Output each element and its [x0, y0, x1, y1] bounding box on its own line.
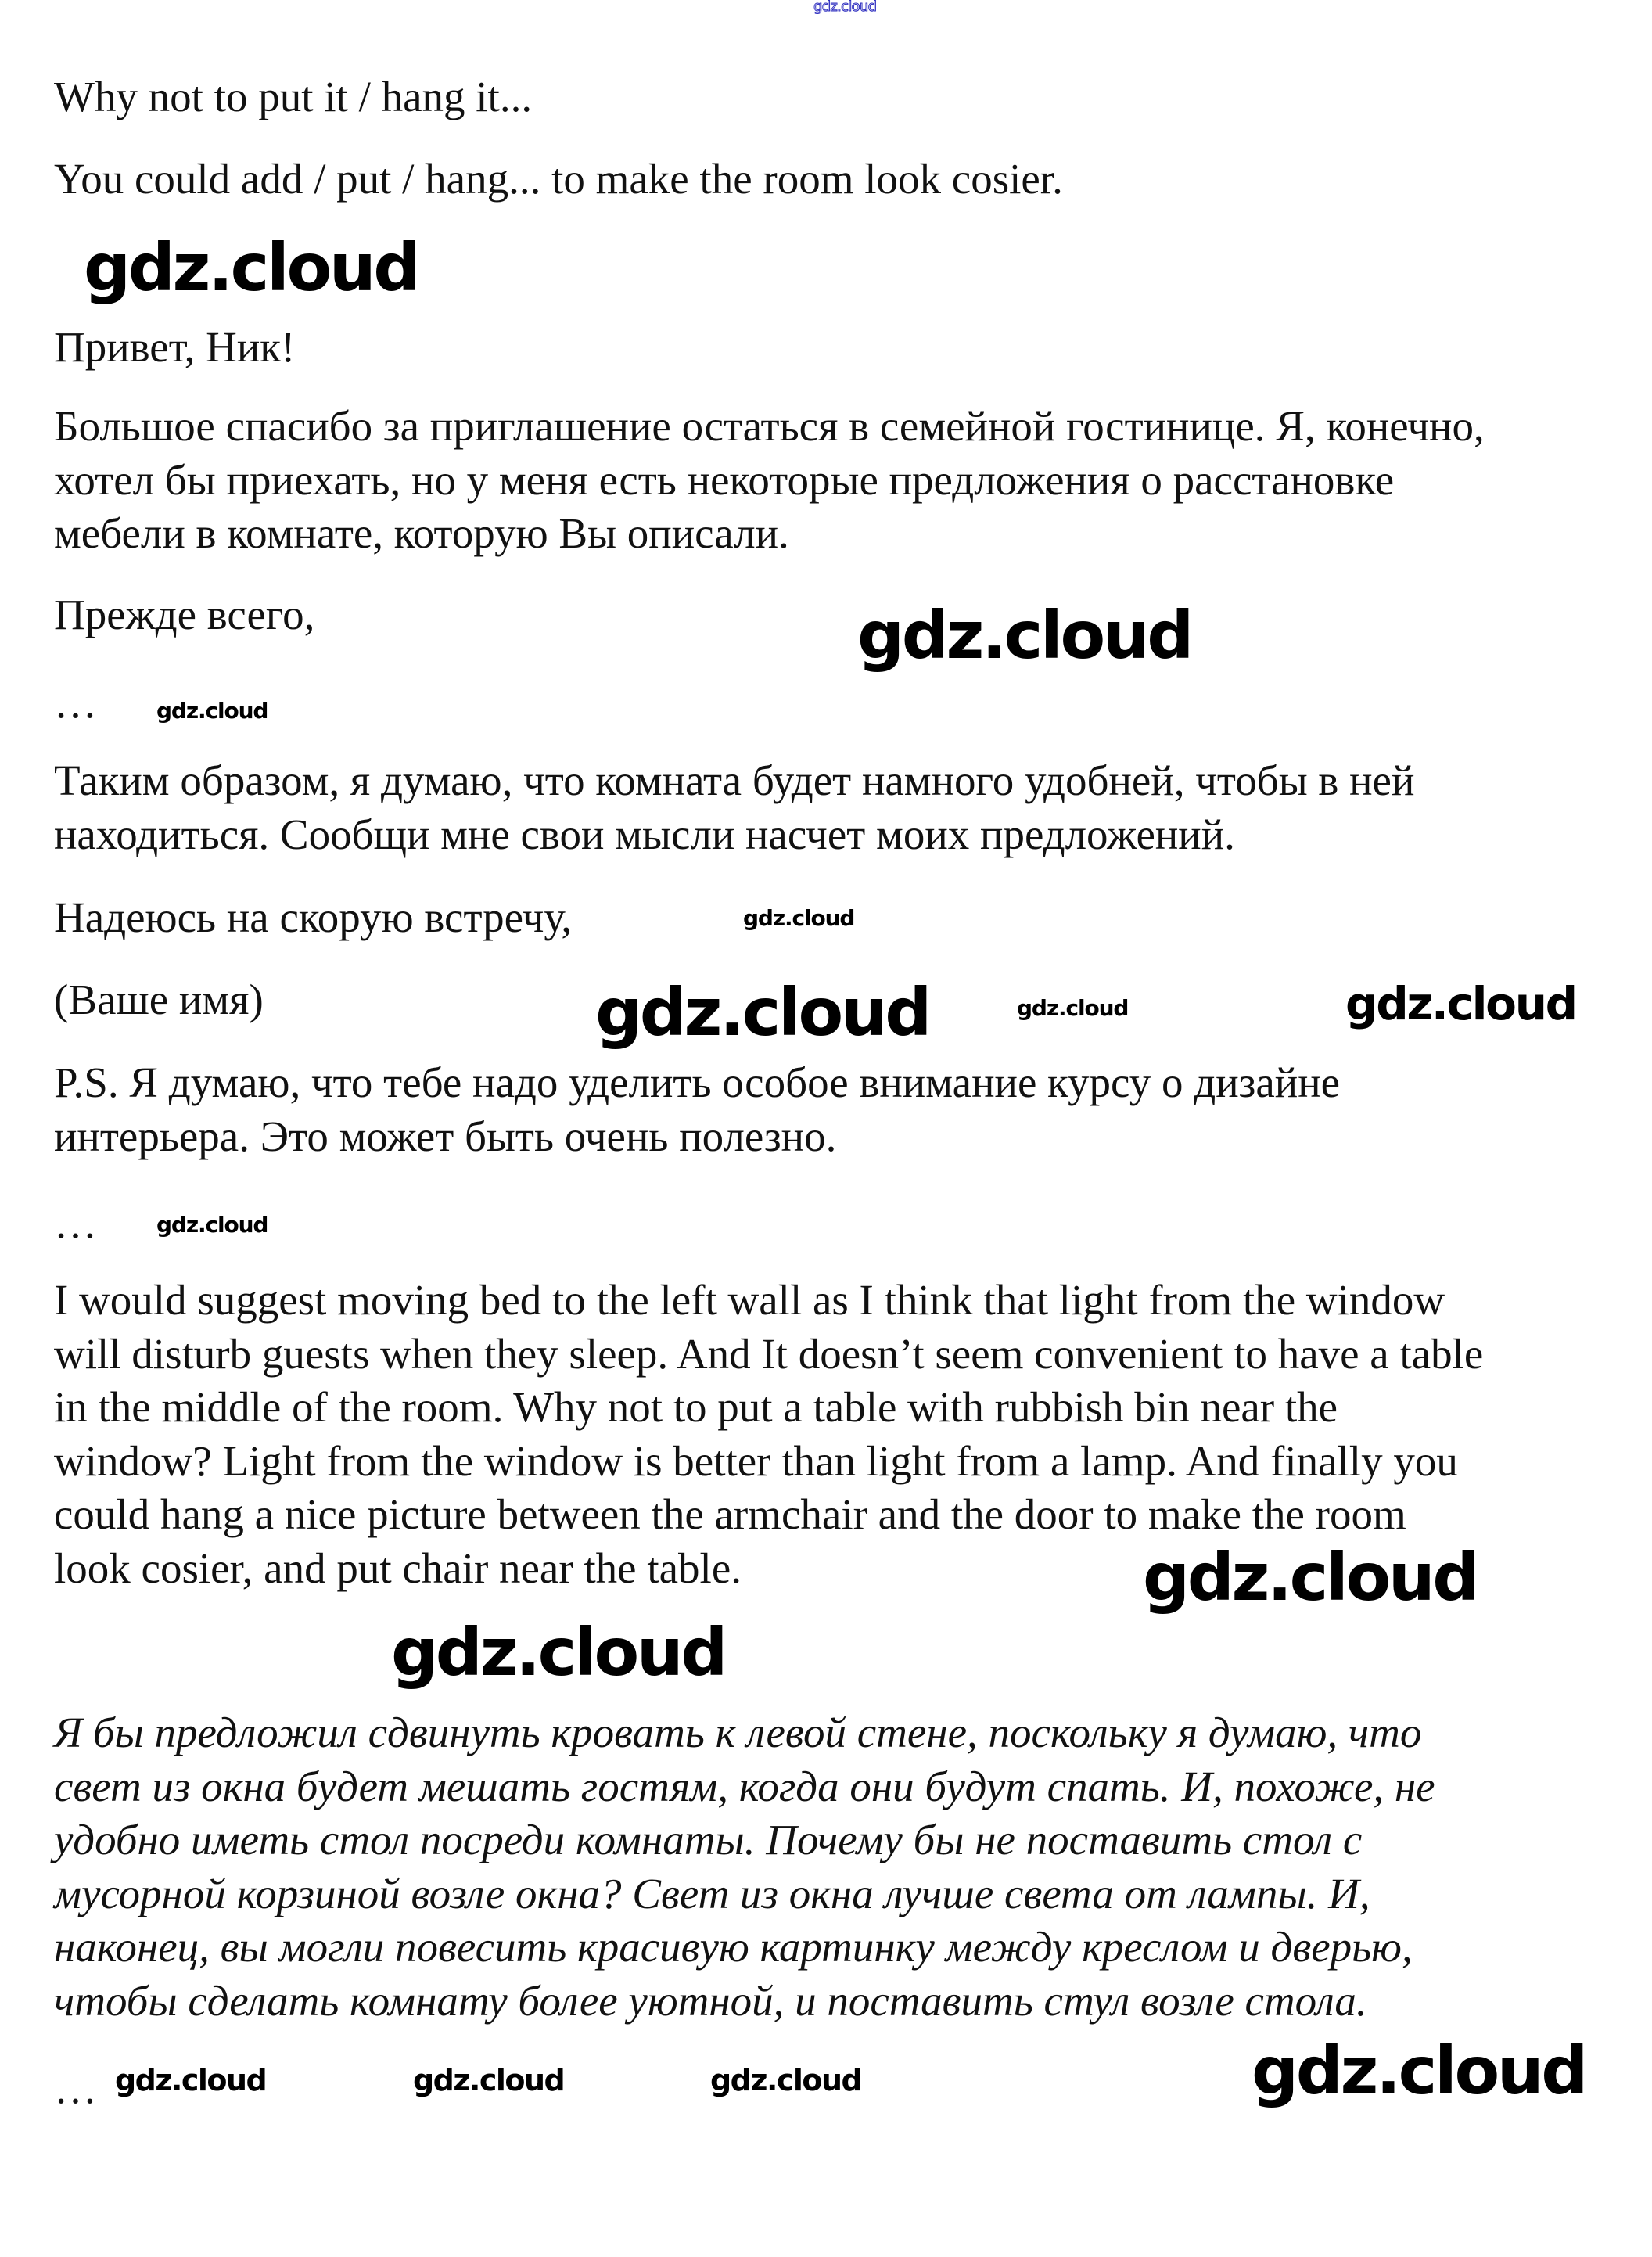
watermark: gdz.cloud: [710, 2063, 862, 2097]
watermark: gdz.cloud: [156, 1212, 268, 1238]
letter-first-of-all: Прежде всего,: [54, 591, 315, 638]
watermark: gdz.cloud: [1143, 1539, 1478, 1615]
letter-paragraph-2: [54, 754, 1414, 861]
text-line: наконец, вы могли повесить красивую картинку между креслом и дверью,: [54, 1923, 1413, 1971]
watermark: gdz.cloud: [156, 698, 268, 724]
letter-ps: [54, 1056, 1340, 1163]
watermark: gdz.cloud: [743, 905, 855, 931]
text-line: чтобы сделать комнату более уютной, и поставить стул возле стола.: [54, 1976, 1367, 2025]
text-line: мусорной корзиной возле окна? Свет из окна лучше света от лампы. И,: [54, 1869, 1370, 1917]
phrase-2: You could add / put / hang... to make the room look cosier.: [54, 155, 1063, 203]
watermark: gdz.cloud: [595, 974, 930, 1051]
watermark: gdz.cloud: [1345, 977, 1576, 1030]
text-line: will disturb guests when they sleep. And It doesn’t seem convenient to have a table: [54, 1329, 1484, 1378]
watermark: gdz.cloud: [391, 1614, 726, 1691]
letter-paragraph-1: [54, 400, 1485, 561]
ellipsis: …: [54, 1199, 97, 1247]
watermark: gdz.cloud: [115, 2063, 267, 2097]
ellipsis: …: [54, 2065, 97, 2112]
text-line: свет из окна будет мешать гостям, когда они будут спать. И, похоже, не: [54, 1762, 1435, 1810]
text-line: could hang a nice picture between the armchair and the door to make the room: [54, 1490, 1406, 1538]
answer-russian: [54, 1706, 1435, 2028]
letter-closing: Надеюсь на скорую встречу,: [54, 893, 573, 941]
text-line: window? Light from the window is better than light from a lamp. And finally you: [54, 1436, 1458, 1485]
phrase-1: Why not to put it / hang it...: [54, 73, 533, 120]
text-line: интерьера. Это может быть очень полезно.: [54, 1112, 837, 1160]
text-line: Таким образом, я думаю, что комната будет намного удобней, чтобы в ней: [54, 757, 1415, 804]
watermark: gdz.cloud: [813, 0, 877, 15]
watermark: gdz.cloud: [1017, 995, 1129, 1021]
watermark: gdz.cloud: [1252, 2032, 1586, 2109]
text-line: look cosier, and put chair near the table.: [54, 1544, 742, 1592]
text-line: Большое спасибо за приглашение остаться в семейной гостинице. Я, конечно,: [54, 402, 1485, 450]
watermark: gdz.cloud: [84, 229, 418, 306]
text-line: хотел бы приехать, но у меня есть некоторые предложения о расстановке: [54, 455, 1395, 504]
text-line: удобно иметь стол посреди комнаты. Почему бы не поставить стол с: [54, 1816, 1363, 1863]
text-line: P.S. Я думаю, что тебе надо уделить особое внимание курсу о дизайне: [54, 1058, 1341, 1106]
text-line: I would suggest moving bed to the left wall as I think that light from the window: [54, 1276, 1446, 1324]
text-line: мебели в комнате, которую Вы описали.: [54, 509, 789, 557]
letter-signature: (Ваше имя): [54, 976, 264, 1023]
text-line: in the middle of the room. Why not to put a table with rubbish bin near the: [54, 1383, 1338, 1431]
ellipsis: …: [54, 679, 97, 727]
watermark: gdz.cloud: [413, 2063, 565, 2097]
watermark: gdz.cloud: [857, 597, 1192, 674]
text-line: находиться. Сообщи мне свои мысли насчет моих предложений.: [54, 810, 1235, 858]
letter-greeting: Привет, Ник!: [54, 323, 296, 371]
text-line: Я бы предложил сдвинуть кровать к левой стене, поскольку я думаю, что: [54, 1709, 1422, 1756]
